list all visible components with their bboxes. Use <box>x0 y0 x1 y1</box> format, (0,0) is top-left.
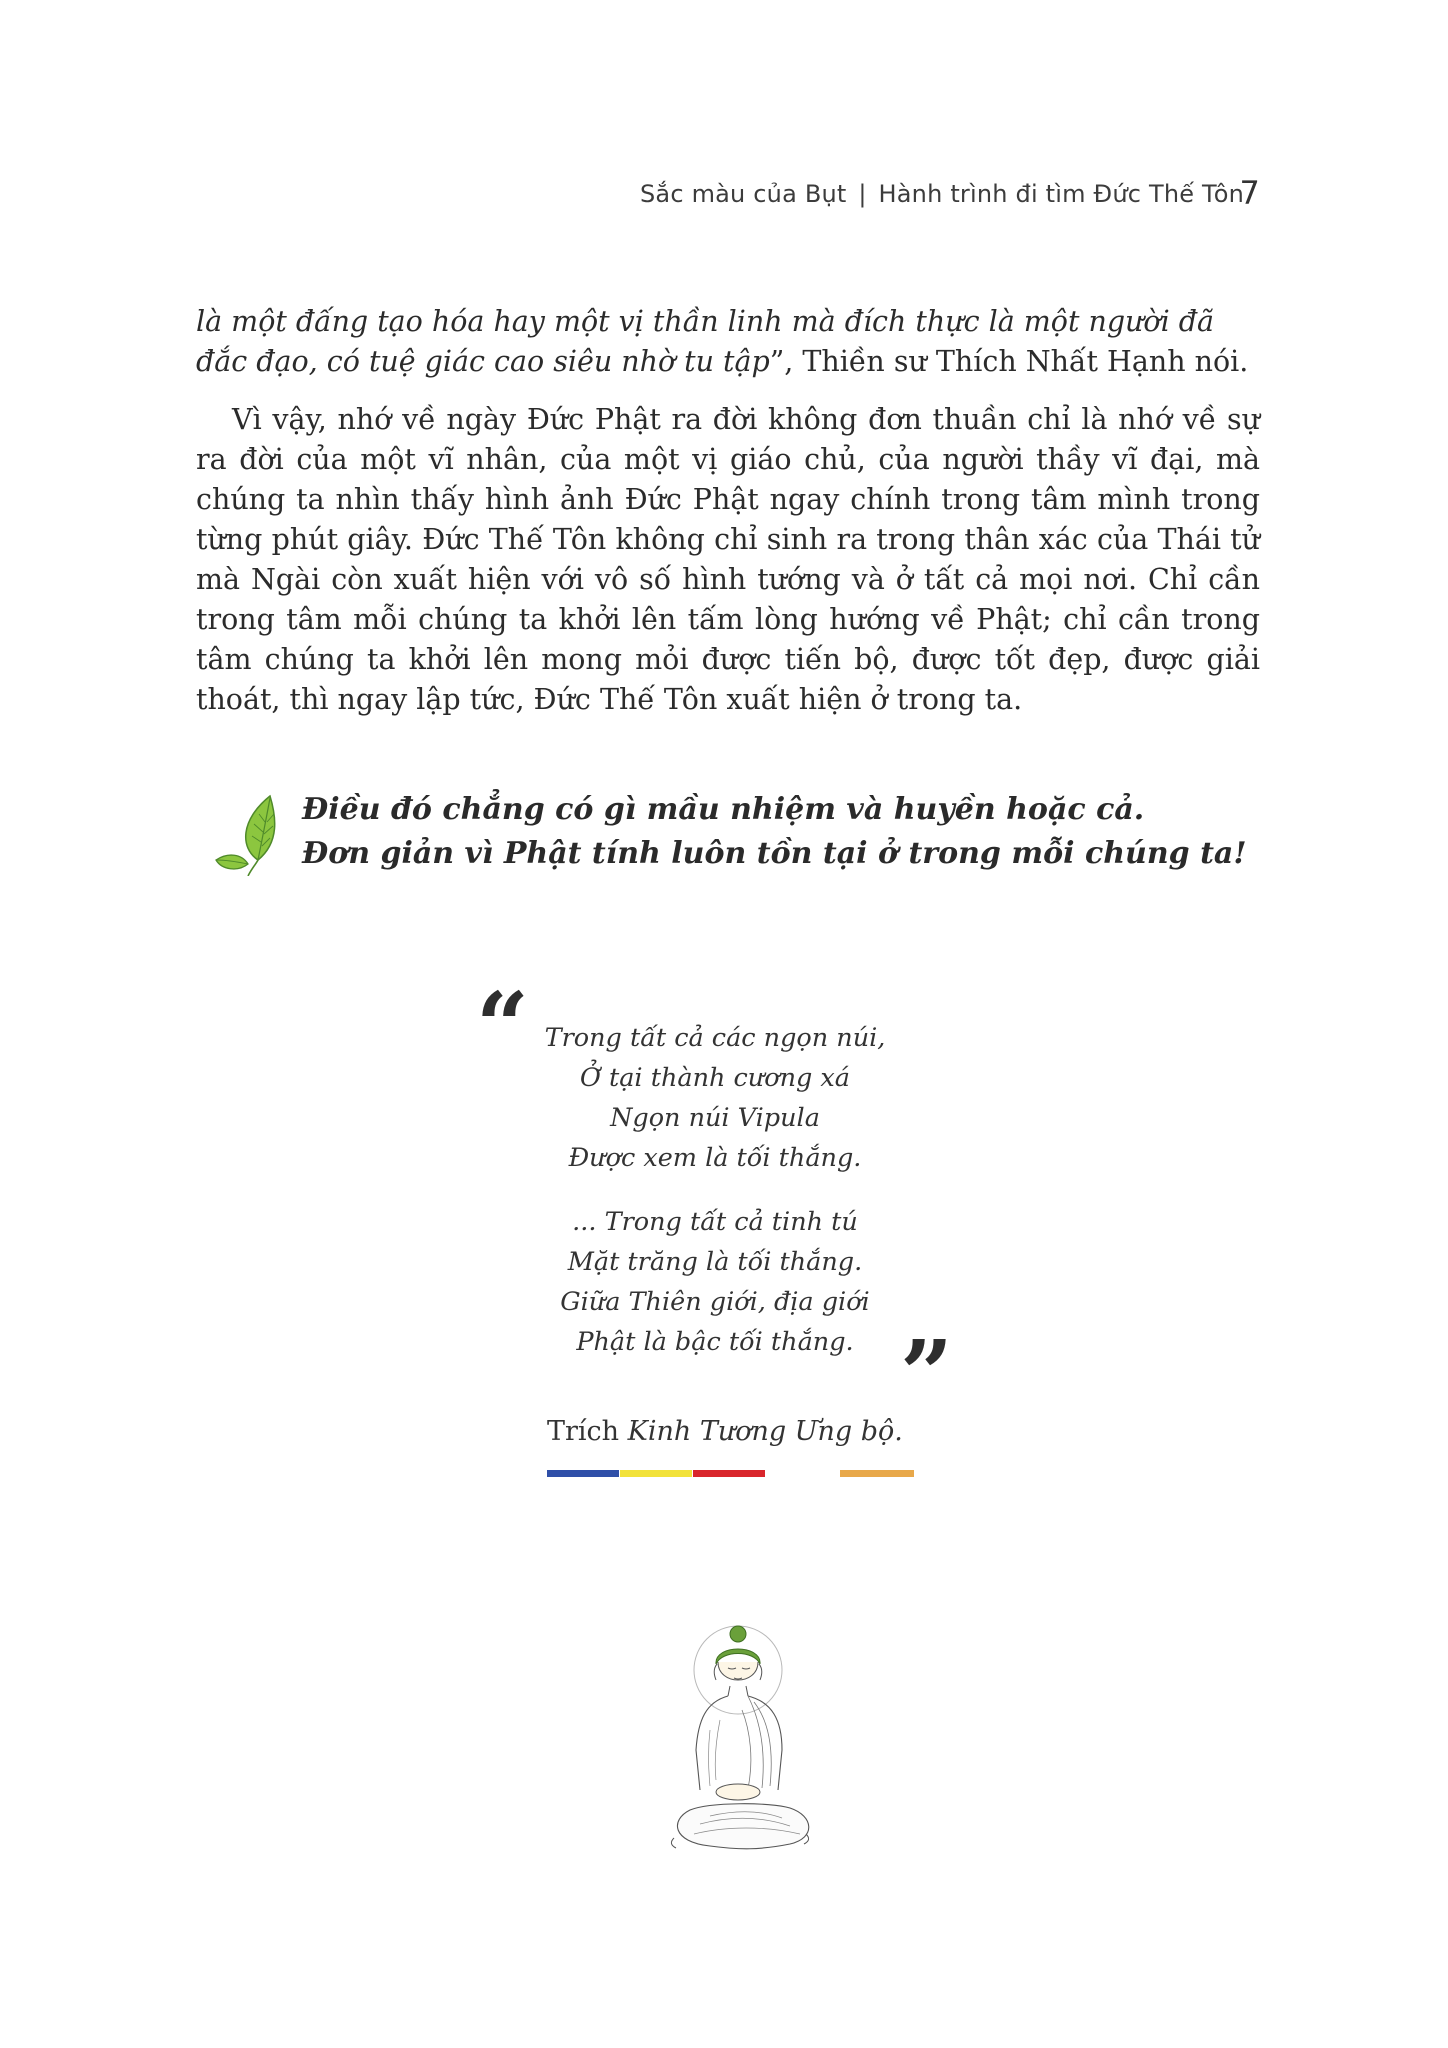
poem-quote <box>500 1018 930 1386</box>
close-quote-mark: ” <box>900 1320 953 1428</box>
running-header <box>640 174 1260 212</box>
callout-line-2: Đơn giản vì Phật tính luôn tồn tại ở trong mỗi chúng ta! <box>302 836 1247 871</box>
paragraph-normal-part: ”, Thiền sư Thích Nhất Hạnh nói. <box>769 345 1249 378</box>
flag-stripe-orange <box>840 1470 914 1477</box>
meditating-buddha-illustration <box>650 1620 830 1870</box>
flag-stripe-blue <box>547 1470 619 1477</box>
callout-line-1: Điều đó chẳng có gì mầu nhiệm và huyền hoặc cả. <box>302 792 1145 827</box>
attribution <box>547 1416 903 1447</box>
poem-stanza-1 <box>500 1018 930 1178</box>
poem-line: ... Trong tất cả tinh tú <box>572 1207 858 1237</box>
header-separator: | <box>858 180 867 208</box>
poem-line: Giữa Thiên giới, địa giới <box>560 1287 870 1317</box>
callout-highlight <box>222 788 1322 876</box>
open-quote-mark: “ <box>476 972 529 1080</box>
paragraph-body: Vì vậy, nhớ về ngày Đức Phật ra đời không đơn thuần chỉ là nhớ về sự ra đời của một vĩ nhân, của một vị giáo chủ, của người thầy vĩ đại, mà chúng ta nhìn thấy hình ảnh Đức Phật ngay chính trong tâm mình trong từng phút giây. Đức Thế Tôn không chỉ sinh ra trong thân xác của Thái tử mà Ngài còn xuất hiện với vô số hình tướng và ở tất cả mọi nơi. Chỉ cần trong tâm mỗi chúng ta khởi lên tấm lòng hướng về Phật; chỉ cần trong tâm chúng ta khởi lên mong mỏi được tiến bộ, được tốt đẹp, được giải thoát, thì ngay lập tức, Đức Thế Tôn xuất hiện ở trong ta. <box>196 403 1260 716</box>
poem-line: Ở tại thành cương xá <box>579 1063 851 1093</box>
poem-stanza-2 <box>500 1202 930 1362</box>
page-number: 7 <box>1239 174 1260 212</box>
flag-stripe-yellow <box>620 1470 692 1477</box>
poem-line: Ngọn núi Vipula <box>610 1103 820 1133</box>
poem-line: Trong tất cả các ngọn núi, <box>544 1023 886 1053</box>
paragraph-italic-part: là một đấng tạo hóa hay một vị thần linh mà đích thực là một người đã đắc đạo, có tuệ giác cao siêu nhờ tu tập <box>196 305 1214 378</box>
poem-line: Mặt trăng là tối thắng. <box>567 1247 863 1277</box>
book-title: Sắc màu của Bụt <box>640 180 847 208</box>
poem-line: Phật là bậc tối thắng. <box>576 1327 854 1357</box>
attribution-source: Kinh Tương Ưng bộ. <box>627 1416 903 1447</box>
flag-stripe-red <box>693 1470 765 1477</box>
chapter-title: Hành trình đi tìm Đức Thế Tôn <box>878 180 1245 208</box>
poem-line: Được xem là tối thắng. <box>568 1143 862 1173</box>
attribution-prefix: Trích <box>547 1416 628 1447</box>
paragraph-quote-end <box>196 302 1260 382</box>
